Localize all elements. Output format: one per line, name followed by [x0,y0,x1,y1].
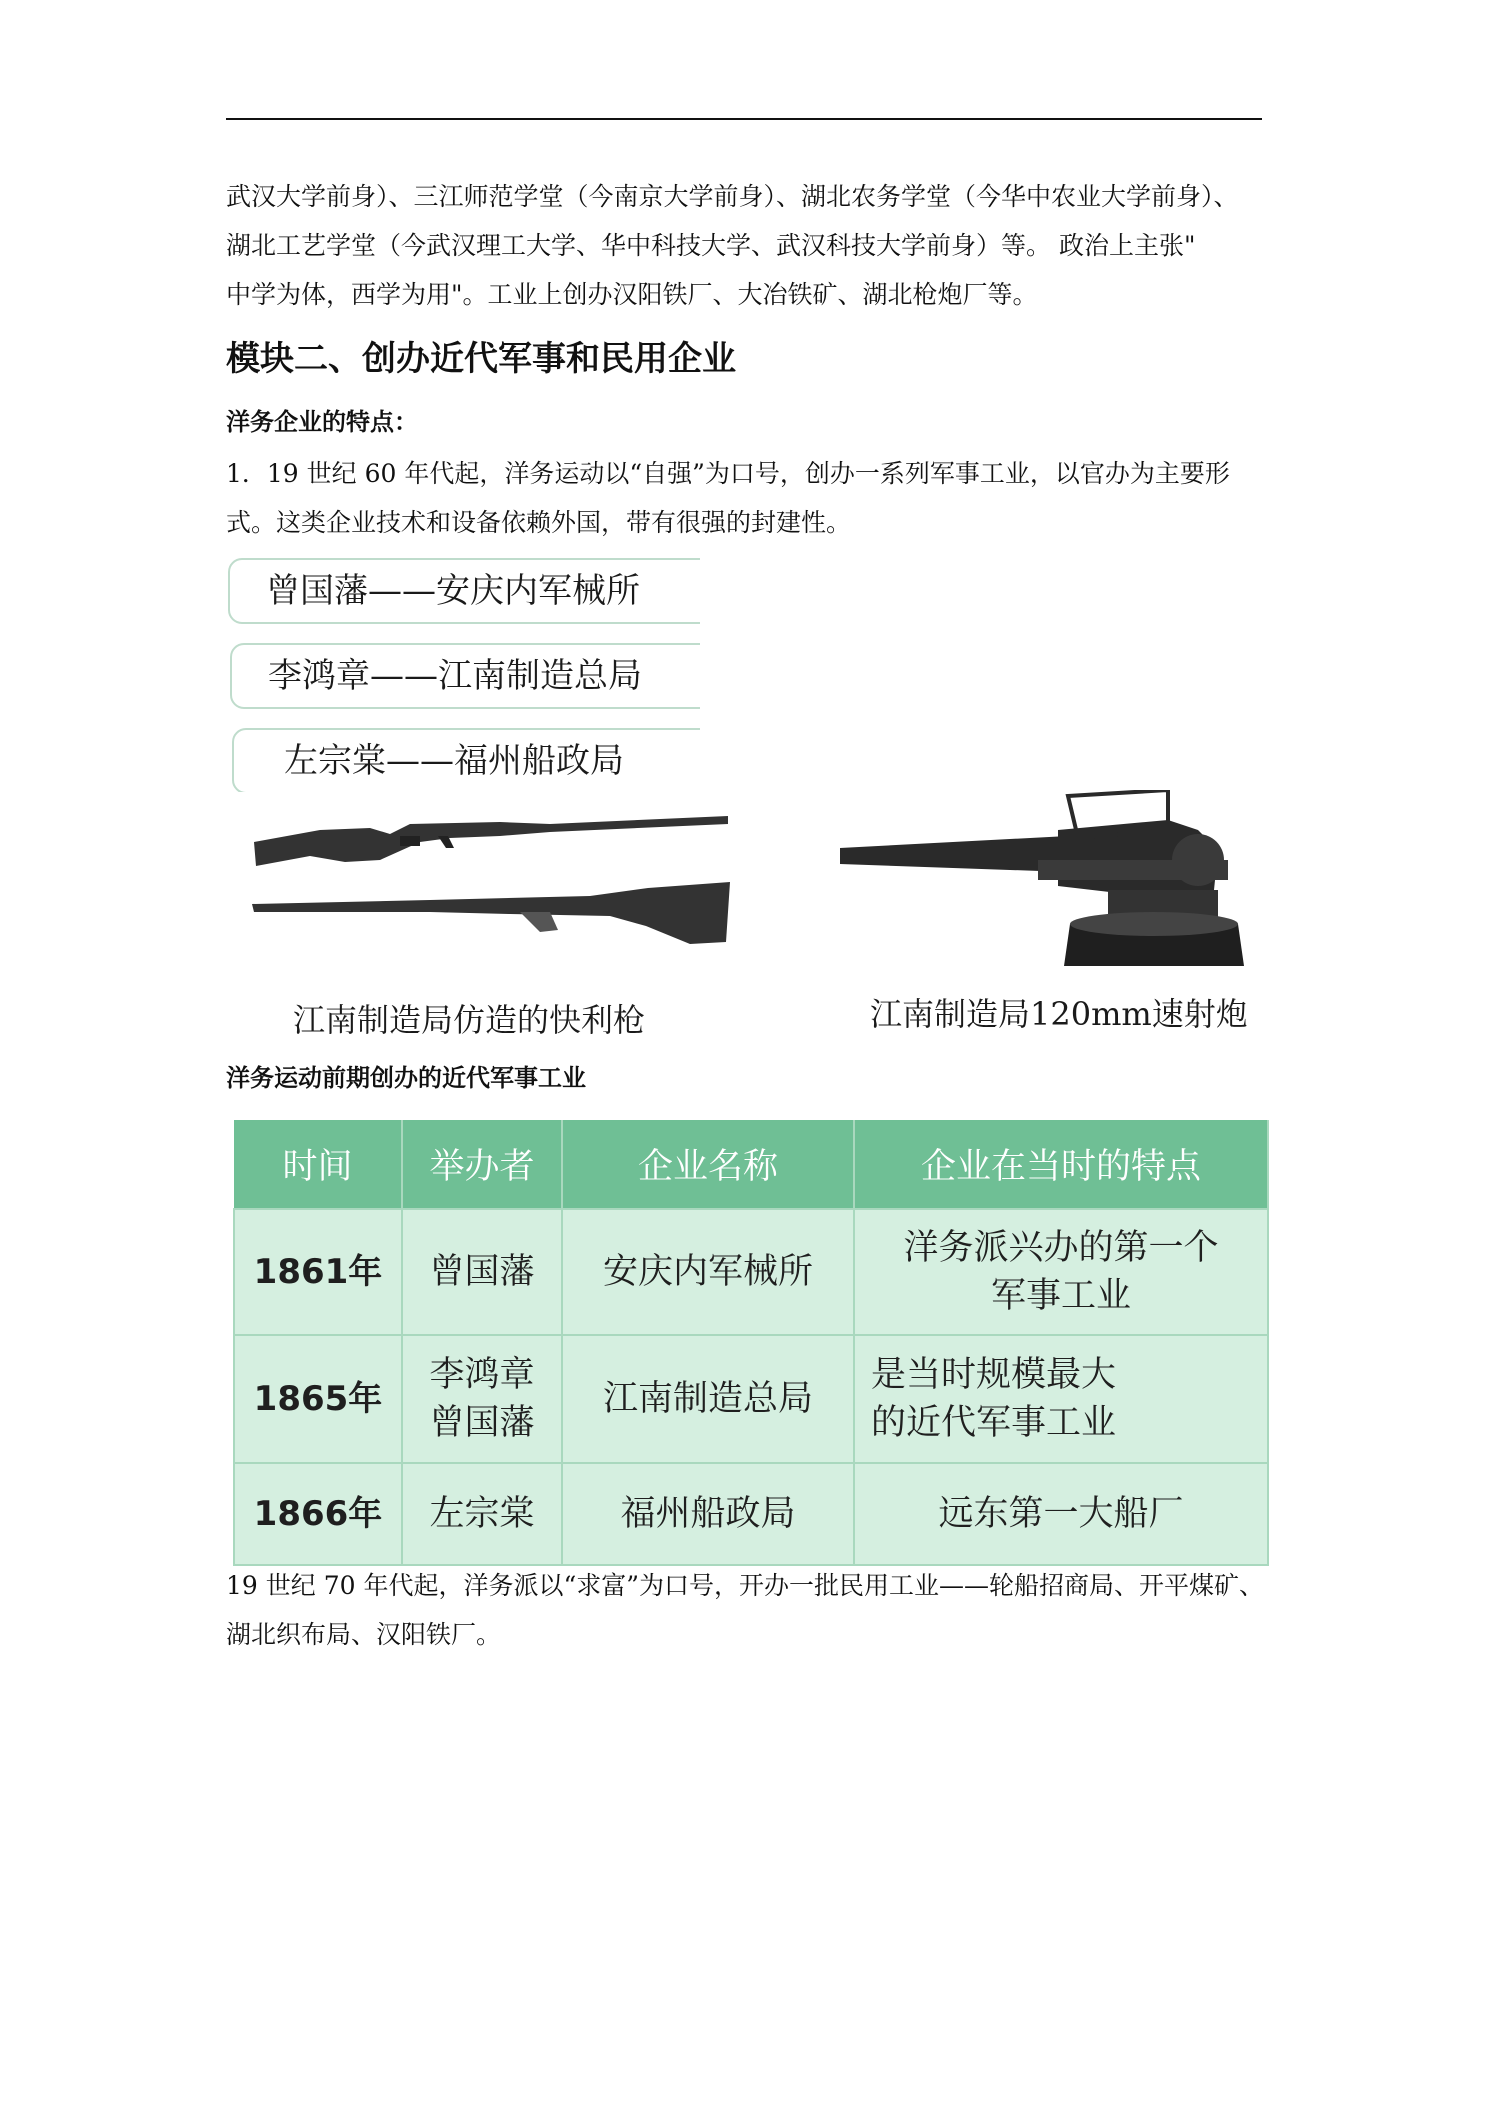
cell-enterprise: 福州船政局 [562,1463,854,1565]
cell-feature: 远东第一大船厂 [854,1463,1268,1565]
table-header-row [234,1120,1268,1209]
founder-pill-group [226,556,700,792]
cell-year: 1866年 [234,1463,402,1565]
cell-year: 1865年 [234,1335,402,1463]
feature-line: 1．19 世纪 60 年代起，洋务运动以“自强”为口号，创办一系列军事工业，以官办为主要形 [226,459,1230,488]
founder-text: 曾国藩 [429,1403,535,1443]
cell-enterprise: 江南制造总局 [562,1335,854,1463]
header-enterprise: 企业名称 [562,1120,854,1209]
table-title: 洋务运动前期创办的近代军事工业 [226,1064,586,1092]
feature-text: 军事工业 [990,1276,1131,1316]
intro-line: 湖北工艺学堂（今武汉理工大学、华中科技大学、武汉科技大学前身）等。 政治上主张" [226,231,1196,260]
table-row [234,1335,1268,1463]
header-feature: 企业在当时的特点 [854,1120,1268,1209]
cell-feature [854,1209,1268,1335]
header-founder: 举办者 [402,1120,562,1209]
table-row [234,1209,1268,1335]
founder-text: 李鸿章 [429,1355,535,1395]
cell-founder: 左宗棠 [402,1463,562,1565]
rifle-upper [254,816,728,866]
feature-paragraph [226,449,1266,547]
founder-pill: 左宗棠——福州船政局 [232,728,700,792]
intro-line: 中学为体，西学为用"。工业上创办汉阳铁厂、大冶铁矿、湖北枪炮厂等。 [226,280,1038,309]
cell-year: 1861年 [234,1209,402,1335]
features-heading: 洋务企业的特点： [226,408,418,436]
cell-founder [402,1335,562,1463]
civil-line: 19 世纪 70 年代起，洋务派以“求富”为口号，开办一批民用工业——轮船招商局、开平煤矿、 [226,1571,1265,1600]
cannon-caption: 江南制造局120mm速射炮 [870,995,1248,1033]
cell-feature [854,1335,1268,1463]
feature-text: 的近代军事工业 [871,1403,1117,1443]
military-industry-table [233,1120,1269,1566]
feature-text: 是当时规模最大 [871,1355,1117,1395]
cell-founder: 曾国藩 [402,1209,562,1335]
civil-industry-paragraph [226,1561,1266,1659]
header-time: 时间 [234,1120,402,1209]
intro-line: 武汉大学前身）、三江师范学堂（今南京大学前身）、湖北农务学堂（今华中农业大学前身）、 [226,182,1239,211]
rifle-caption: 江南制造局仿造的快利枪 [293,1001,646,1039]
founder-pill: 曾国藩——安庆内军械所 [228,558,700,624]
civil-line: 湖北织布局、汉阳铁厂。 [226,1620,502,1649]
table-row [234,1463,1268,1565]
founder-pill: 李鸿章——江南制造总局 [230,643,700,709]
cell-enterprise: 安庆内军械所 [562,1209,854,1335]
intro-paragraph [226,172,1266,319]
module-heading: 模块二、创办近代军事和民用企业 [226,339,736,379]
header-rule [226,118,1262,120]
cannon-illustration [838,790,1250,970]
feature-text: 洋务派兴办的第一个 [903,1228,1219,1268]
rifle-lower [252,882,730,944]
feature-line: 式。这类企业技术和设备依赖外国，带有很强的封建性。 [226,508,852,537]
rifle-illustration [250,808,732,958]
